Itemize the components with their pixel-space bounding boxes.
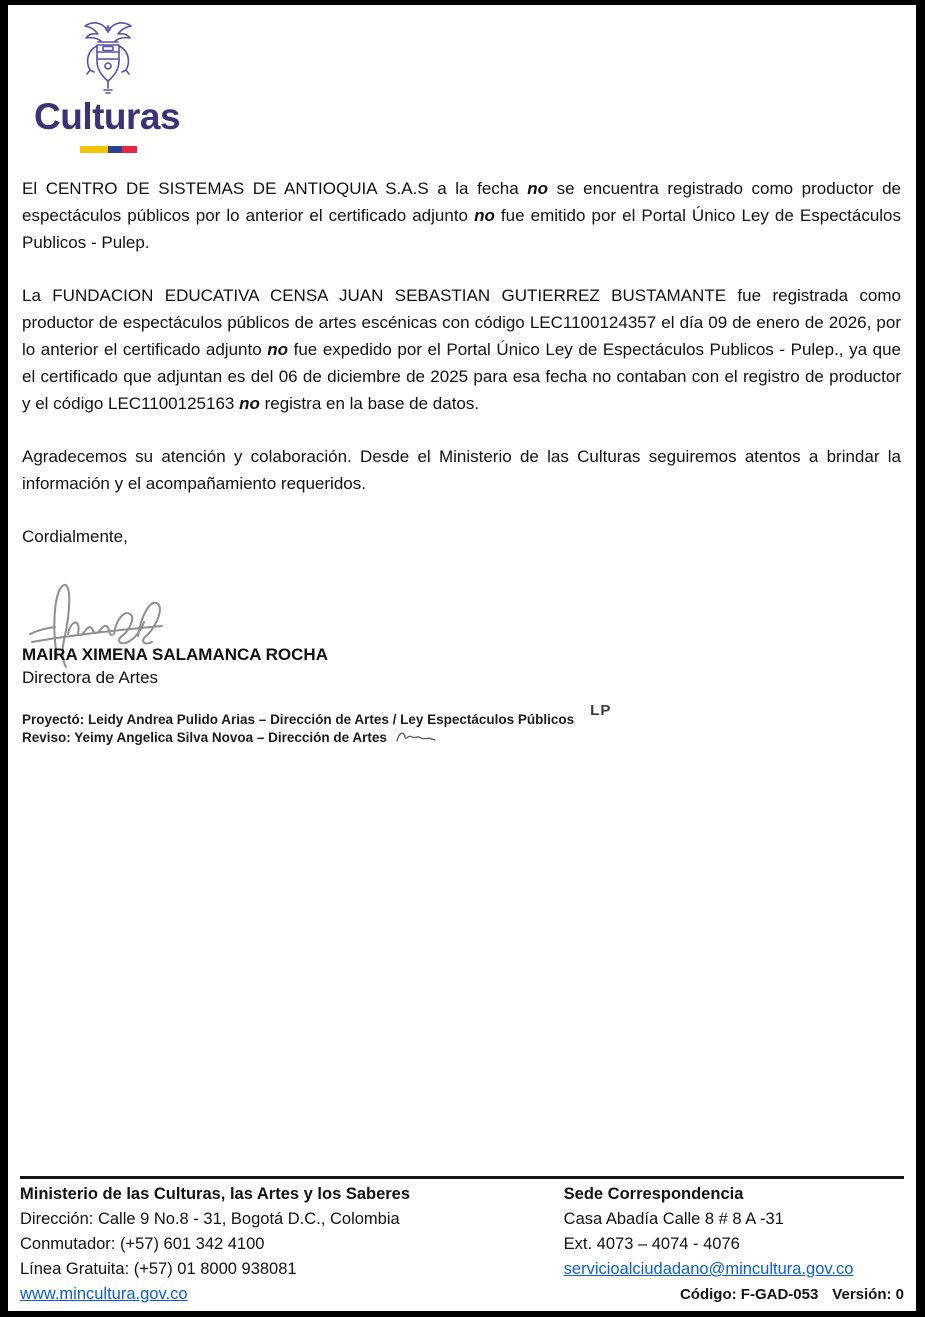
paragraph-text-segment: fue emitido por el Portal Único Ley de Espectáculos Publicos - Pulep. [22,206,902,252]
paragraph-text-segment: La FUNDACION EDUCATIVA CENSA JUAN SEBASTIAN GUTIERREZ BUSTAMANTE fue registrada como productor de espectáculos públicos de artes escénicas con código LEC1100124357 el día 09 de enero de 2026, por lo anterior el certificado adjunto [22,286,901,359]
ministry-logo [32,19,184,153]
paragraph-text-segment: no [239,394,260,413]
website-link[interactable]: www.mincultura.gov.co [20,1285,188,1303]
document-code-line [564,1285,904,1305]
document-version: Versión: 0 [832,1286,904,1303]
document-code: Código: F-GAD-053 [679,1286,819,1303]
letter-paragraph [22,443,901,497]
footer-ministry-title: Ministerio de las Culturas, las Artes y los Saberes [20,1185,411,1203]
reviso-handwritten-initials-icon [394,729,436,745]
letter-paragraph [22,175,901,256]
signatory-name: MAIRA XIMENA SALAMANCA ROCHA [22,645,328,664]
letter-paragraph [22,282,901,417]
paragraph-text-segment: registra en la base de datos. [259,394,480,413]
document-annotations [8,702,916,746]
flag-color-segment [122,146,136,153]
flag-color-segment [108,146,122,153]
letter-body [8,175,916,550]
proyecto-text: Proyectó: Leidy Andrea Pulido Arias – Dirección de Artes / Ley Espectáculos Públicos [22,712,575,727]
footer-correspondence-column [564,1182,904,1307]
paragraph-text-segment: Agradecemos su atención y colaboración. Desde el Ministerio de las Culturas seguiremos atentos a brindar la información y el acompañamiento requeridos. [22,447,901,493]
proyecto-line [22,702,916,729]
letter-footer [20,1176,904,1307]
paragraph-text-segment: fue expedido por el Portal Único Ley de Espectáculos Publicos - Pulep., ya que el certificado que adjuntan es del 06 de diciembre de 2025 para esa fecha no contaban con el registro de productor y el código LEC1100125163 [22,340,901,413]
footer-extensions-line: Ext. 4073 – 4074 - 4076 [563,1235,740,1253]
footer-address-line: Dirección: Calle 9 No.8 - 31, Bogotá D.C., Colombia [20,1210,400,1228]
proyecto-initials: LP [590,702,612,719]
footer-divider [20,1176,904,1179]
colombia-coat-of-arms-icon [79,19,137,95]
email-link[interactable]: servicioalciudadano@mincultura.gov.co [563,1260,854,1278]
paragraph-text-segment: se encuentra registrado como productor de espectáculos públicos por lo anterior el certificado adjunto [22,179,901,225]
paragraph-text-segment: El CENTRO DE SISTEMAS DE ANTIOQUIA S.A.S a la fecha [22,179,528,198]
signatory-title: Directora de Artes [22,668,159,687]
colombia-flag-bar [80,146,137,153]
letter-paragraph [22,523,901,550]
logo-wordmark: Culturas [34,96,181,137]
reviso-text: Reviso: Yeimy Angelica Silva Novoa – Dirección de Artes [22,729,387,745]
paragraph-text-segment: no [267,340,289,359]
reviso-line [22,729,916,747]
signature-block [8,576,916,689]
footer-tollfree-line: Línea Gratuita: (+57) 01 8000 938081 [20,1260,297,1278]
paragraph-text-segment: Cordialmente, [22,527,128,546]
footer-phone-line: Conmutador: (+57) 601 342 4100 [20,1235,265,1253]
footer-ministry-column [20,1182,564,1307]
flag-color-segment [80,146,109,153]
paragraph-text-segment: no [527,179,549,198]
footer-correspondence-title: Sede Correspondencia [563,1185,744,1203]
paragraph-text-segment: no [474,206,495,225]
footer-correspondence-address: Casa Abadía Calle 8 # 8 A -31 [563,1210,784,1228]
